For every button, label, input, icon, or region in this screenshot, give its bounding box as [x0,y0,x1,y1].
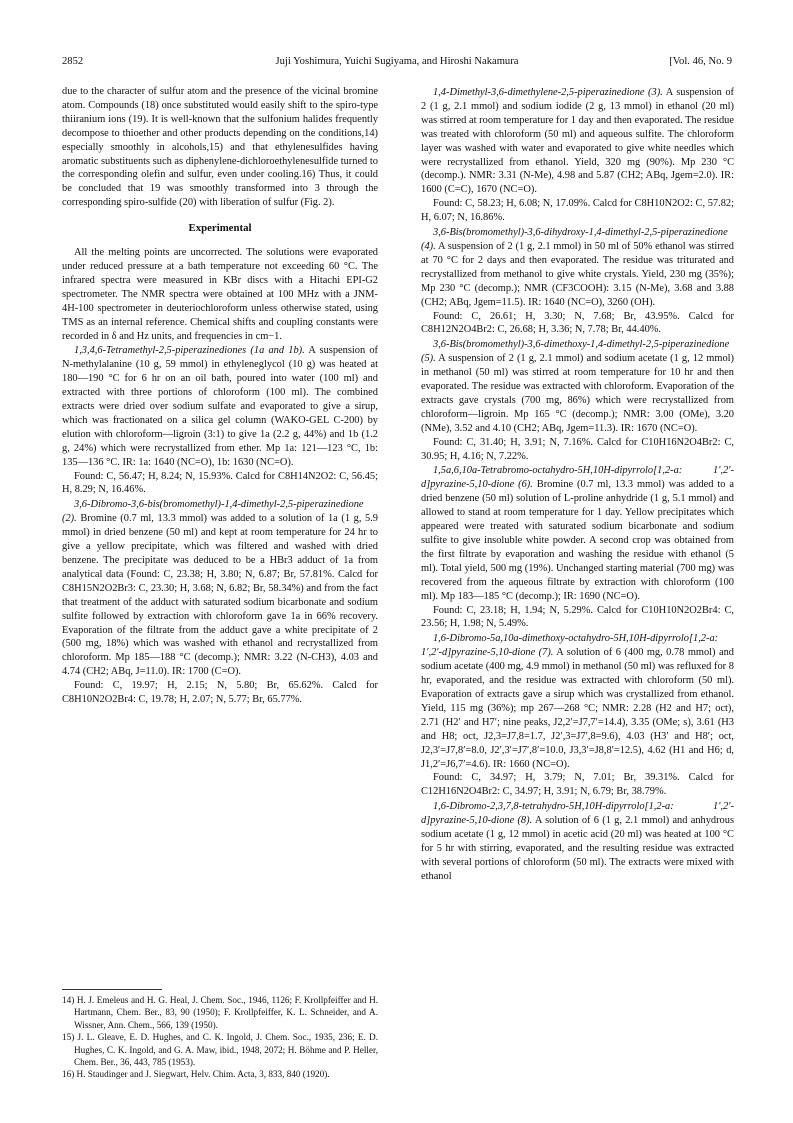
compound-4-analysis: Found: C, 26.61; H, 3.30; N, 7.68; Br, 43.95%. Calcd for C8H12N2O4Br2: C, 26.68; H, 3.36; N, 7.78; Br, 44.40%. [421,310,734,336]
footnote-15: 15) J. L. Gleave, E. D. Hughes, and C. K. Ingold, J. Chem. Soc., 1935, 236; E. D. Hughes, C. K. Ingold, and G. A. Maw, ibid., 1948, 2072; H. Böhme and P. Heller, Chem. Ber., 36, 443, 785 (1953). [62,1032,378,1068]
compound-3-title: 1,4-Dimethyl-3,6-dimethylene-2,5-piperazinedione (3). [433,87,663,98]
compound-8-title: 1,6-Dibromo-2,3,7,8-tetrahydro-5H,10H-dipyrrolo[1,2-a: 1′,2′-d]pyrazine-5,10-dione (8). [421,801,734,827]
compound-5-analysis: Found: C, 31.40; H, 3.91; N, 7.16%. Calcd for C10H16N2O4Br2: C, 30.95; H, 4.16; N, 7.22%. [421,436,734,462]
compound-2-paragraph [62,498,378,679]
general-methods-paragraph: All the melting points are uncorrected. The solutions were evaporated under reduced pressure at a bath temperature not exceeding 60 °C. The infrared spectra were measured in KBr discs with a Hitachi EPI-G2 spectrometer. The NMR spectra were obtained at 100 MHz with a JNM-4H-100 spectrometer in deuteriochloroform unless otherwise stated, using TMS as an internal reference. Chemical shifts and coupling constants were recorded in δ and Hz units, and frequencies in cm−1. [62,247,378,342]
right-column [421,85,734,884]
compound-7-analysis: Found: C, 34.97; H, 3.79; N, 7.01; Br, 39.31%. Calcd for C12H16N2O4Br2: C, 34.97; H, 3.91; N, 6.79; Br, 38.79%. [421,772,734,798]
compound-6-paragraph [421,464,734,603]
compound-4-title: 3,6-Bis(bromomethyl)-3,6-dihydroxy-1,4-dimethyl-2,5-piperazinedione (4). [421,227,728,252]
footnote-14: 14) H. J. Emeleus and H. G. Heal, J. Chem. Soc., 1946, 1126; F. Krollpfeiffer and H. Hartmann, Chem. Ber., 83, 90 (1950); F. Krollpfeiffer, K. L. Schneider, and A. Wissner, Ann. Chem., 566, 139 (1950). [62,995,378,1030]
compound-6-analysis: Found: C, 23.18; H, 1.94; N, 5.29%. Calcd for C10H10N2O2Br4: C, 23.56; H, 1.98; N, 5.49%. [421,604,734,630]
compound-1-paragraph [62,344,378,469]
compound-8-body: A solution of 6 (1 g, 2.1 mmol) and anhydrous sodium acetate (1 g, 12 mmol) in acetic acid (20 ml) was heated at 100 °C for 5 hr with stirring, evaporated, and the resulting residue was extracted with several portions of chloroform (50 ml). The extracts were mixed with ethanol [421,815,734,882]
running-authors: Juji Yoshimura, Yuichi Sugiyama, and Hiroshi Nakamura [275,56,519,67]
footnotes [62,994,378,1081]
footnote-rule [62,989,162,990]
compound-4-body: A suspension of 2 (1 g, 2.1 mmol) in 50 ml of 50% ethanol was stirred at 70 °C for 2 days and then evaporated. The residue was triturated and recrystallized from methanol to give white crystals. Yield, 230 mg (35%); Mp 230 °C (decomp.); NMR (CF3COOH): 3.15 (N-Me), 3.68 and 3.88 (CH2; ABq, Jgem=11.5). IR: 1640 (NC=O), 3260 (OH). [421,240,734,308]
section-title-experimental: Experimental [188,222,252,235]
compound-2-title: 3,6-Dibromo-3,6-bis(bromomethyl)-1,4-dimethyl-2,5-piperazinedione (2). [62,499,364,525]
compound-7-paragraph [421,632,734,771]
compound-6-title: 1,5a,6,10a-Tetrabromo-octahydro-5H,10H-dipyrrolo[1,2-a: 1′,2′-d]pyrazine-5,10-dione (6). [421,465,734,491]
compound-1-analysis: Found: C, 56.47; H, 8.24; N, 15.93%. Calcd for C8H14N2O2: C, 56.45; H, 8.29; N, 16.46%. [62,470,378,496]
compound-2-analysis: Found: C, 19.97; H, 2.15; N, 5.80; Br, 65.62%. Calcd for C8H10N2O2Br4: C, 19.78; H, 2.07; N, 5.77; Br, 65.77%. [62,680,378,706]
volume-issue: [Vol. 46, No. 9 [669,56,732,67]
compound-5-body: A suspension of 2 (1 g, 2.1 mmol) and sodium acetate (1 g, 12 mmol) in methanol (50 ml) was stirred at room temperature for 10 hr and then evaporated. The residue was extracted with chloroform. Evaporation of the extracts gave crystals (700 mg, 86%) which were recrystallized from chloroform—ligroin. Mp 165 °C (decomp.); NMR: 3.00 (OMe), 3.20 (NMe), 3.52 and 4.10 (CH2; ABq, Jgem=11.3). IR: 1670 (NC=O). [421,353,734,434]
compound-8-paragraph [421,800,734,883]
compound-1-title: 1,3,4,6-Tetramethyl-2,5-piperazinediones (1a and 1b). [74,345,305,357]
footnote-16: 16) H. Staudinger and J. Siegwart, Helv. Chim. Acta, 3, 833, 840 (1920). [62,1069,330,1080]
compound-3-body: A suspension of 2 (1 g, 2.1 mmol) and sodium iodide (2 g, 13 mmol) in ethanol (20 ml) was stirred at room temperature for 1 day and then evaporated. The residue was treated with chloroform (50 ml) and aqueous sulfite. The chloroform layer was washed with water and evaporated to give white needles which were recrystallized from ethanol. Yield, 320 mg (90%). Mp 230 °C (decomp.). NMR: 3.31 (N-Me), 4.98 and 5.87 (CH2; ABq, Jgem=2.0). IR: 1600 (C=C), 1670 (NC=O). [421,87,735,196]
compound-7-body: A solution of 6 (400 mg, 0.78 mmol) and sodium acetate (400 mg, 4.9 mmol) in methanol (50 ml) was refluxed for 8 hr, evaporated, and the residue was extracted with chloroform (50 ml). Evaporation of extracts gave a sirup which was crystallized from ethanol. Yield, 115 mg (36%); mp 267—268 °C; NMR: 2.28 (H2 and H7; oct), 2.71 (H2′ and H7′; nine peaks, J2,2′=J7,7′=14.4), 3.35 (OMe; s), 3.61 (H3 and H8; oct, J2,3=J7,8=1.7, J2′,3=J7′,8=9.6), 4.03 (H3′ and H8′; oct, J2,3′=J7,8′=8.0, J2′,3′=J7′,8′=10.0, J3,3′=J8,8′=12.5), 4.62 (H1 and H6; d, J1,2′=J6,7′=4.6). IR: 1660 (NC=O). [421,647,734,770]
left-column [62,85,378,707]
compound-7-title: 1,6-Dibromo-5a,10a-dimethoxy-octahydro-5H,10H-dipyrrolo[1,2-a: 1′,2′-d]pyrazine-5,10-dione (7). [421,633,719,659]
compound-3-paragraph [421,86,734,197]
intro-paragraph: due to the character of sulfur atom and the presence of the vicinal bromine atom. Compounds (18) once substituted would easily shift to the spiro-type thiiranium ions (19). It is well-known that the sulfonium halides frequently decompose to thioether and other products depending on the conditions,14) especially smoothly in alcohols,15) and that ethylenesulfides having aromatic substituents such as diphenylene-dichloroethylenesulfide turned to the corresponding olefin and sulfur, even under cooling.16) Thus, it could be concluded that 19 was smoothly transformed into 3 through the corresponding spiro-sulfide (20) with liberation of sulfur (Fig. 2). [62,86,378,209]
page-number: 2852 [62,56,84,67]
compound-1-body: A suspension of N-methylalanine (10 g, 59 mmol) in ethyleneglycol (10 g) was heated at 180—190 °C for 6 hr on an oil bath, poured into water (100 ml) and extracted with three portions of chloroform (100 ml). The combined extracts were dried over sodium sulfate and evaporated to give a sirup, which was fractionated on a silica gel column (WAKO-GEL C-200) by elution with chloroform—ligroin (3:1) to give 1a (2.2 g, 44%) and 1b (1.2 g, 24%) which were recrystallized from ether. Mp 1a: 121—123 °C, 1b: 135—136 °C. IR: 1a: 1640 (NC=O), 1b: 1630 (NC=O). [62,345,379,468]
compound-2-body: Bromine (0.7 ml, 13.3 mmol) was added to a solution of 1a (1 g, 5.9 mmol) in dried benzene (50 ml) and kept at room temperature for 24 hr to give a yellow precipitate, which was filtered and washed with dried benzene. The precipitate was deduced to be a HBr3 adduct of 1a from analytical data (Found: C, 23.38; H, 3.80; N, 6.87; Br, 57.81%. Calcd for C8H15N2O2Br3: C, 23.30; H, 3.68; N, 6.82; Br, 58.34%) and from the fact that treatment of the adduct with saturated sodium bicarbonate and sodium sulfite followed by extraction with chloroform gave 1a in 66% recovery. Evaporation of the filtrate from the adduct gave a white precipitate of 2 (500 mg, 18%) which was washed with ethanol and recrystallized from chloroform. Mp 185—188 °C (decomp.); NMR: 3.22 (N-CH3), 4.03 and 4.74 (CH2; ABq, J=11.0). IR: 1700 (C=O). [62,513,378,678]
compound-4-paragraph [421,226,734,309]
compound-5-title: 3,6-Bis(bromomethyl)-3,6-dimethoxy-1,4-dimethyl-2,5-piperazinedione (5). [421,339,730,365]
compound-6-body: Bromine (0.7 ml, 13.3 mmol) was added to a dried benzene (50 ml) solution of L-proline anhydride (1 g, 5.1 mmol) and allowed to stand at room temperature for 1 day. Yellow precipitates which appeared were treated with saturated sodium bicarbonate and sodium sulfite to give insoluble white powder. A second crop was obtained from the first filtrate by evaporation and washing the residue with ethanol (5 ml). Total yield, 500 mg (19%). Unchanged starting material (700 mg) was recovered from the aqueous filtrate by extraction with chloroform (100 ml). Mp 183—185 °C (decomp.); IR: 1690 (NC=O). [421,479,734,602]
compound-3-analysis: Found: C, 58.23; H, 6.08; N, 17.09%. Calcd for C8H10N2O2: C, 57.82; H, 6.07; N, 16.86%. [421,198,734,224]
compound-5-paragraph [421,338,734,435]
running-header [62,54,732,70]
